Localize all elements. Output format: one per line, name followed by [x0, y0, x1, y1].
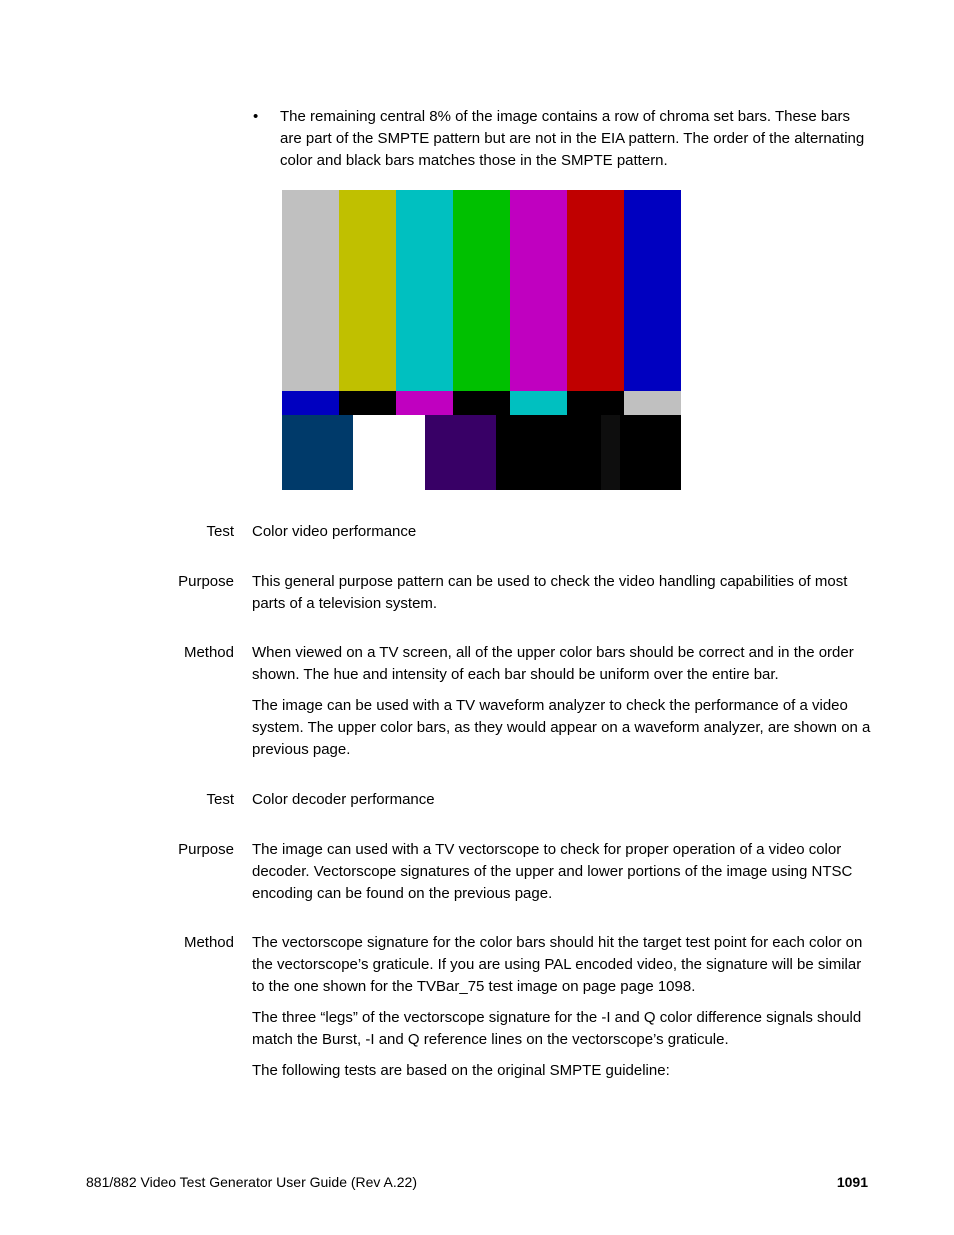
color-bar — [510, 190, 567, 391]
chroma-set-bar — [567, 391, 624, 415]
pluge-bar — [601, 415, 620, 490]
section-purpose-1 — [0, 571, 954, 624]
upper-color-bars — [282, 190, 681, 391]
section-label: Method — [183, 934, 234, 951]
section-label: Test — [206, 523, 234, 540]
section-paragraph: The three “legs” of the vectorscope signature for the -I and Q color difference signals should match the Burst, -I and Q reference lines on the vectorscope’s graticule. — [252, 1009, 862, 1048]
section-purpose-2 — [0, 839, 954, 914]
section-paragraph: The image can be used with a TV waveform analyzer to check the performance of a video system. The upper color bars, as they would appear on a waveform analyzer, are shown on a previous page. — [252, 697, 871, 758]
lower-pluge-bars — [282, 415, 681, 490]
color-bar — [396, 190, 453, 391]
section-test-2 — [0, 789, 954, 820]
color-bar — [282, 190, 339, 391]
chroma-set-bar — [624, 391, 681, 415]
bullet-icon: • — [253, 108, 259, 125]
section-label: Purpose — [178, 841, 234, 858]
chroma-set-bar — [339, 391, 396, 415]
footer-title: 881/882 Video Test Generator User Guide (Rev A.22) — [86, 1174, 418, 1190]
chroma-set-bar — [282, 391, 339, 415]
pluge-bar — [353, 415, 424, 490]
pluge-bar — [620, 415, 681, 490]
pluge-bar — [425, 415, 496, 490]
color-bar — [339, 190, 396, 391]
section-paragraph: The following tests are based on the original SMPTE guideline: — [252, 1062, 670, 1079]
section-paragraph: This general purpose pattern can be used to check the video handling capabilities of most parts of a television system. — [252, 573, 848, 612]
section-method-2 — [0, 932, 954, 1091]
smpte-color-bar-image — [282, 190, 681, 490]
chroma-set-bars — [282, 391, 681, 415]
page-number: 1091 — [836, 1174, 868, 1190]
intro-bullet — [253, 106, 873, 172]
pluge-bar — [496, 415, 601, 490]
section-paragraph: The vectorscope signature for the color bars should hit the target test point for each color on the vectorscope’s graticule. If you are using PAL encoded video, the signature will be similar to the one shown for the TVBar_75 test image on page page 1098. — [252, 934, 863, 995]
section-test-1 — [0, 521, 954, 552]
color-bar — [453, 190, 510, 391]
section-paragraph: The image can used with a TV vectorscope to check for proper operation of a video color decoder. Vectorscope signatures of the upper and lower portions of the image using NTSC encoding can be found on the previous page. — [252, 841, 853, 902]
section-label: Test — [206, 791, 234, 808]
color-bar — [567, 190, 624, 391]
section-label: Purpose — [178, 573, 234, 590]
chroma-set-bar — [510, 391, 567, 415]
color-bar — [624, 190, 681, 391]
section-method-1 — [0, 642, 954, 770]
section-paragraph: Color video performance — [252, 523, 417, 540]
section-label: Method — [183, 644, 234, 661]
intro-text: The remaining central 8% of the image contains a row of chroma set bars. These bars are part of the SMPTE pattern but are not in the EIA pattern. The order of the alternating color and black bars matches those in the SMPTE pattern. — [280, 108, 865, 169]
chroma-set-bar — [453, 391, 510, 415]
section-paragraph: When viewed on a TV screen, all of the upper color bars should be correct and in the order shown. The hue and intensity of each bar should be uniform over the entire bar. — [252, 644, 854, 683]
pluge-bar — [282, 415, 353, 490]
section-paragraph: Color decoder performance — [252, 791, 435, 808]
chroma-set-bar — [396, 391, 453, 415]
